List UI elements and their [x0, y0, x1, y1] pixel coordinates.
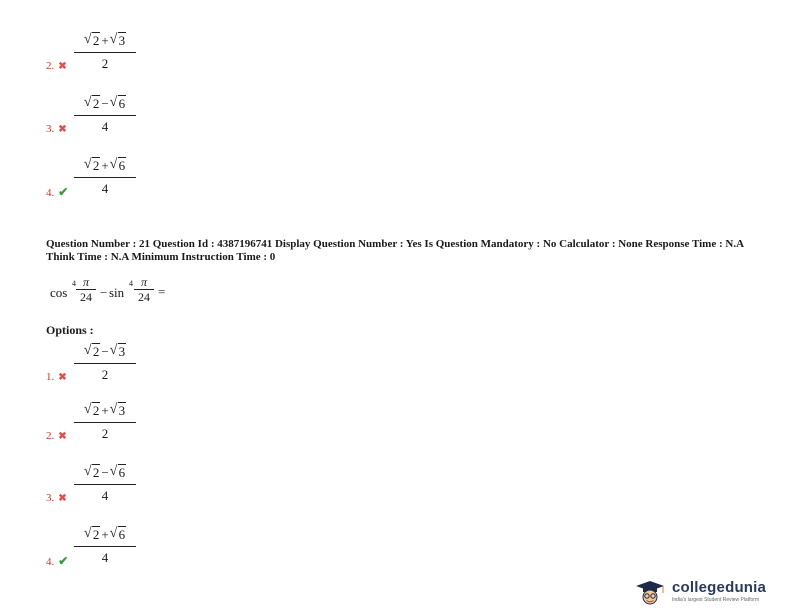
radicand: 6: [118, 158, 126, 173]
operator: −: [101, 96, 109, 111]
fraction-denominator: 2: [101, 426, 109, 441]
option-number-label: 1.: [46, 371, 55, 383]
square-root: [84, 526, 101, 544]
radical-icon: √: [109, 95, 118, 110]
equals-sign: =: [158, 284, 166, 299]
fraction-numerator: [74, 402, 136, 420]
sin-fraction: [134, 275, 154, 304]
operator: +: [101, 158, 109, 173]
radicand: 3: [118, 344, 126, 359]
operator: −: [101, 465, 109, 480]
fraction-denominator: 2: [101, 367, 109, 382]
option-item: [0, 157, 792, 217]
fraction-denominator: 4: [101, 119, 109, 134]
radical-icon: √: [83, 32, 92, 47]
radical-icon: √: [83, 526, 92, 541]
fraction-bar: [74, 177, 136, 178]
square-root: [110, 157, 127, 175]
option-item: [0, 343, 792, 403]
fraction-bar: [74, 363, 136, 364]
logo-tagline: India's largest Student Review Platform: [672, 597, 760, 603]
fraction-numerator: [74, 343, 136, 361]
option-number-label: 4.: [46, 187, 55, 199]
wrong-cross-icon: ✖: [58, 372, 67, 383]
fraction-numerator: [74, 157, 136, 175]
wrong-cross-icon: ✖: [58, 493, 67, 504]
option-item: [0, 95, 792, 155]
radical-icon: √: [83, 464, 92, 479]
option-fraction: [74, 32, 136, 72]
radicand: 6: [118, 96, 126, 111]
operator: +: [101, 33, 109, 48]
fraction-denominator: 4: [101, 488, 109, 503]
square-root: [84, 402, 101, 420]
radicand: 2: [92, 465, 100, 480]
option-number-label: 3.: [46, 492, 55, 504]
option-fraction: [74, 464, 136, 504]
wrong-cross-icon: ✖: [58, 431, 67, 442]
radicand: 2: [92, 33, 100, 48]
square-root: [110, 402, 127, 420]
fraction-denominator: 2: [101, 56, 109, 71]
radical-icon: √: [109, 157, 118, 172]
option-fraction: [74, 402, 136, 442]
fraction-bar: [74, 115, 136, 116]
radical-icon: √: [83, 343, 92, 358]
fraction-numerator: [74, 32, 136, 50]
fraction-denominator: 4: [101, 550, 109, 565]
operator: +: [101, 403, 109, 418]
graduate-mascot-icon: [634, 579, 666, 605]
fraction-numerator: [74, 526, 136, 544]
option-number: [46, 554, 68, 569]
option-fraction: [74, 157, 136, 197]
wrong-cross-icon: ✖: [58, 124, 67, 135]
fraction-bar: [74, 546, 136, 547]
logo-brand-text: collegedunia: [672, 579, 767, 596]
square-root: [110, 32, 127, 50]
option-number: [46, 430, 67, 442]
fraction-denominator: 4: [101, 181, 109, 196]
option-fraction: [74, 526, 136, 566]
cos-fraction: [76, 275, 96, 304]
square-root: [84, 343, 101, 361]
option-number-label: 2.: [46, 60, 55, 72]
radical-icon: √: [109, 464, 118, 479]
radical-icon: √: [83, 157, 92, 172]
option-item: [0, 402, 792, 462]
sin-power: 4: [129, 279, 133, 288]
square-root: [84, 95, 101, 113]
square-root: [110, 464, 127, 482]
fraction-denominator: 24: [138, 290, 150, 304]
radicand: 6: [118, 465, 126, 480]
square-root: [110, 526, 127, 544]
fraction-bar: [74, 52, 136, 53]
radicand: 2: [92, 158, 100, 173]
collegedunia-logo: [634, 577, 784, 607]
minus-sign: −: [100, 285, 108, 300]
radical-icon: √: [83, 402, 92, 417]
fraction-numerator: [74, 464, 136, 482]
option-number: [46, 185, 68, 200]
radical-icon: √: [109, 343, 118, 358]
cos-function: cos: [50, 285, 68, 300]
option-item: [0, 464, 792, 524]
operator: +: [101, 527, 109, 542]
radical-icon: √: [83, 95, 92, 110]
radicand: 2: [92, 344, 100, 359]
fraction-bar: [74, 422, 136, 423]
radical-icon: √: [109, 526, 118, 541]
square-root: [84, 464, 101, 482]
operator: −: [101, 344, 109, 359]
radical-icon: √: [109, 32, 118, 47]
option-number-label: 2.: [46, 430, 55, 442]
fraction-denominator: 24: [80, 290, 92, 304]
pi-symbol: π: [82, 275, 89, 289]
option-number: [46, 492, 67, 504]
pi-symbol: π: [140, 275, 147, 289]
option-fraction: [74, 95, 136, 135]
square-root: [110, 95, 127, 113]
option-number: [46, 123, 67, 135]
radicand: 2: [92, 527, 100, 542]
radicand: 3: [118, 403, 126, 418]
correct-check-icon: ✔: [58, 554, 69, 568]
sin-function: sin: [109, 285, 125, 300]
fraction-bar: [74, 484, 136, 485]
options-label: Options :: [46, 323, 94, 337]
cos-power: 4: [72, 279, 76, 288]
option-fraction: [74, 343, 136, 383]
option-number: [46, 371, 67, 383]
radical-icon: √: [109, 402, 118, 417]
radicand: 6: [118, 527, 126, 542]
square-root: [84, 32, 101, 50]
radicand: 2: [92, 403, 100, 418]
correct-check-icon: ✔: [58, 185, 69, 199]
question-header: Question Number : 21 Question Id : 4387196741 Display Question Number : Yes Is Question Mandatory : No Calculator : None Response Time : N.A Think Time : N.A Minimum Instruction Time : 0: [46, 238, 744, 263]
question-expression: [50, 275, 210, 311]
wrong-cross-icon: ✖: [58, 61, 67, 72]
option-number: [46, 60, 67, 72]
radicand: 3: [118, 33, 126, 48]
option-number-label: 4.: [46, 556, 55, 568]
square-root: [84, 157, 101, 175]
fraction-numerator: [74, 95, 136, 113]
square-root: [110, 343, 127, 361]
option-item: [0, 32, 792, 92]
option-number-label: 3.: [46, 123, 55, 135]
radicand: 2: [92, 96, 100, 111]
